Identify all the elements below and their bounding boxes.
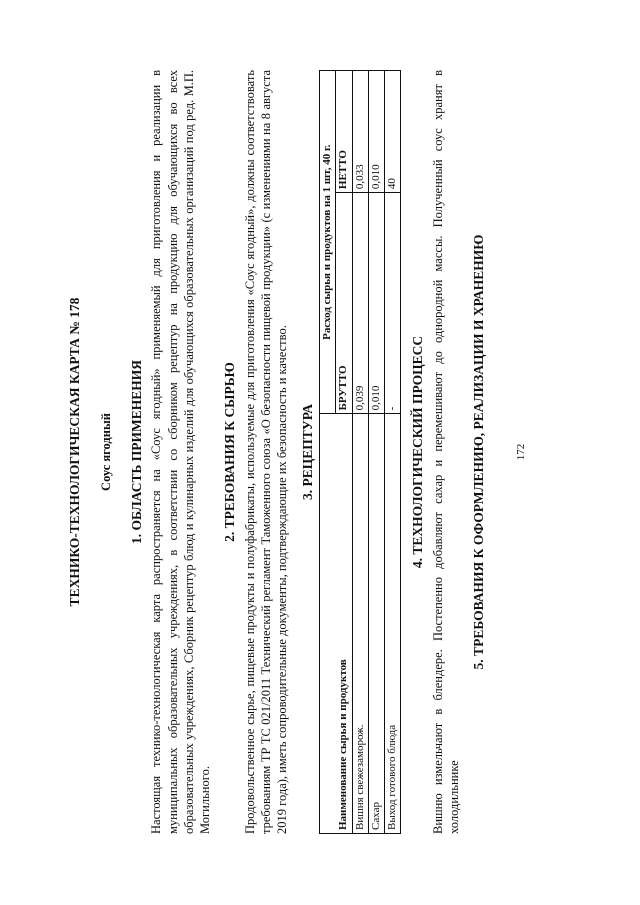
document-title: ТЕХНИКО-ТЕХНОЛОГИЧЕСКАЯ КАРТА № 178 xyxy=(67,297,82,607)
recipe-table xyxy=(319,70,401,834)
section-5-heading: 5. ТРЕБОВАНИЯ К ОФОРМЛЕНИЮ, РЕАЛИЗАЦИИ И ХРАНЕНИЮ xyxy=(471,234,487,670)
document-page xyxy=(40,22,600,882)
section-2-heading: 2. ТРЕБОВАНИЯ К СЫРЬЮ xyxy=(222,362,238,542)
row-name: Вишня свежезаморож. xyxy=(352,414,368,834)
section-1-text: Настоящая технико-технологическая карта распространяется на «Соус ягодный» применяемый для приготовления и реализации в муниципальных образовательных учреждениях, в соответствии со сборником рецептур на продукцию для обучающихся во всех образовательных учреждениях, Сборник рецептур блюд и кулинарных изделий для обучающихся образовательных организаций под ред. М.П. Могильного. xyxy=(149,70,213,834)
section-2-text: Продовольственное сырье, пищевые продукты и полуфабрикаты, используемые для приготовления «Соус ягодный», должны соответствовать требованиям ТР ТС 021/2011 Технический регламент Таможенного союза «О безопасности пищевой продукции» (с изменениями на 8 августа 2019 года), иметь сопроводительные документы, подтверждающие их безопасность и качество. xyxy=(242,70,290,834)
row-netto: 0,010 xyxy=(368,71,384,193)
header-ingredient-name: Наименование сырья и продуктов xyxy=(320,414,352,834)
row-netto: 0,033 xyxy=(352,71,368,193)
header-brutto: БРУТТО xyxy=(336,193,352,414)
page-number: 172 xyxy=(514,443,527,461)
row-brutto: 0,010 xyxy=(368,193,384,414)
header-consumption: Расход сырья и продуктов на 1 шт, 40 г. xyxy=(320,71,336,414)
table-row xyxy=(352,71,368,834)
row-brutto: 0,039 xyxy=(352,193,368,414)
dish-name: Соус ягодный xyxy=(98,413,113,491)
row-netto: 40 xyxy=(384,71,400,193)
table-header-row xyxy=(320,71,336,834)
section-4-text: Вишню измельчают в блендере. Постепенно добавляют сахар и перемешивают до однородной массы. Полученный соус хранят в холодильнике xyxy=(430,70,461,834)
section-4-heading: 4. ТЕХНОЛОГИЧЕСКИЙ ПРОЦЕСС xyxy=(410,335,426,569)
row-name: Выход готового блюда xyxy=(384,414,400,834)
table-row xyxy=(368,71,384,834)
header-netto: НЕТТО xyxy=(336,71,352,193)
section-1-heading: 1. ОБЛАСТЬ ПРИМЕНЕНИЯ xyxy=(128,359,144,545)
section-3-heading: 3. РЕЦЕПТУРА xyxy=(299,404,315,500)
table-row xyxy=(384,71,400,834)
row-brutto: - xyxy=(384,193,400,414)
row-name: Сахар xyxy=(368,414,384,834)
